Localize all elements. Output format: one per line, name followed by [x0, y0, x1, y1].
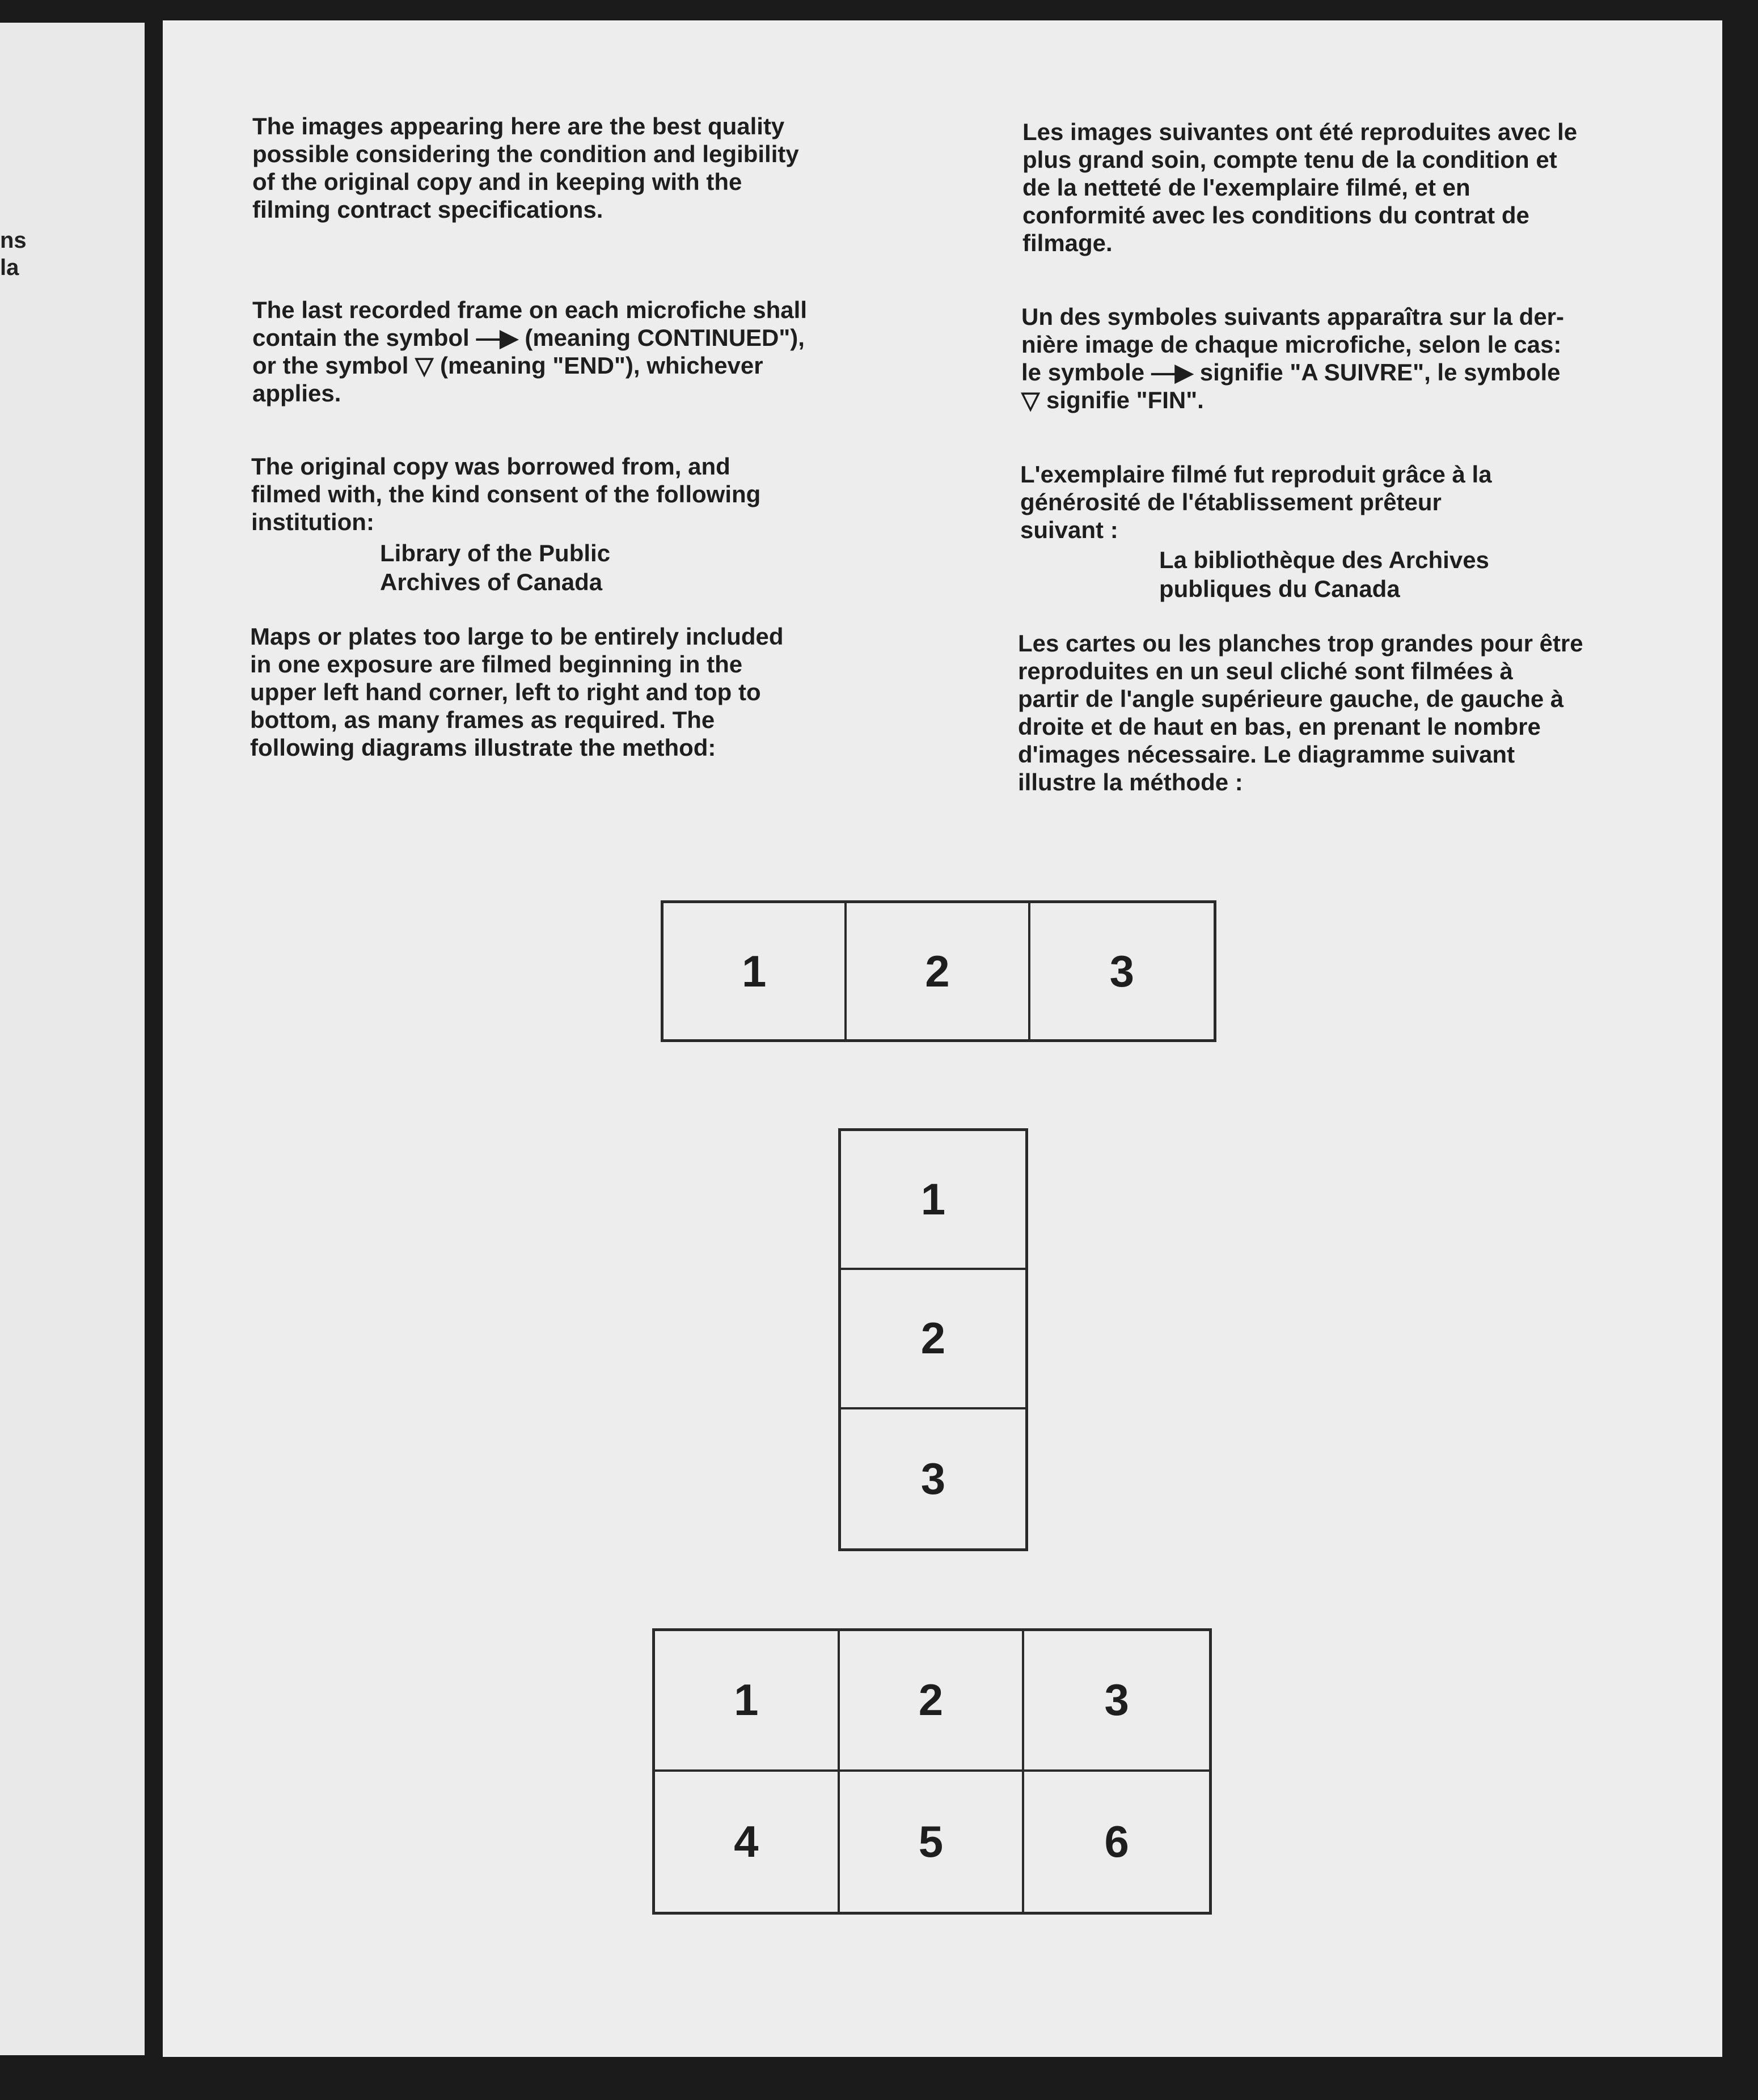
french-symbol-paragraph: Un des symboles suivants apparaîtra sur la der- nière image de chaque microfiche, selon le cas: le symbole —▶ signifie "A SUIVRE", le symbole ▽ signifie "FIN".	[1021, 303, 1565, 413]
diagram-vertical-three-frames	[838, 1128, 1028, 1551]
english-institution-name: Library of the Public Archives of Canada	[380, 540, 611, 595]
frame-cell: 1	[664, 903, 847, 1039]
diagram-six-frame-grid	[652, 1628, 1212, 1915]
frame-cell: 1	[655, 1631, 840, 1772]
frame-cell: 3	[1024, 1631, 1209, 1772]
microfiche-notice-page	[163, 20, 1722, 2057]
english-symbol-paragraph: The last recorded frame on each microfiche shall contain the symbol —▶ (meaning CONTINUED"), or the symbol ▽ (meaning "END"), whichever applies.	[252, 297, 807, 407]
french-quality-paragraph: Les images suivantes ont été reproduites avec le plus grand soin, compte tenu de la condition et de la netteté de l'exemplaire filmé, et en conformité avec les conditions du contrat de filmage.	[1022, 118, 1578, 256]
english-quality-paragraph: The images appearing here are the best quality possible considering the condition and legibility of the original copy and in keeping with the filming contract specifications.	[252, 113, 799, 223]
frame-cell: 2	[840, 1631, 1025, 1772]
frame-cell: 4	[655, 1772, 840, 1912]
previous-page-strip	[0, 23, 145, 2055]
previous-page-fragment-2: la	[0, 255, 19, 280]
diagram-horizontal-three-frames	[661, 900, 1216, 1042]
frame-cell: 6	[1104, 1816, 1129, 1866]
frame-cell: 1	[841, 1131, 1025, 1270]
previous-page-fragment-1: ns	[0, 228, 27, 253]
frame-cell: 2	[847, 903, 1030, 1039]
english-maps-paragraph: Maps or plates too large to be entirely included in one exposure are filmed beginning in the upper left hand corner, left to right and top to bottom, as many frames as required. The following diagrams illustrate the method:	[250, 623, 784, 761]
frame-cell: 3	[1109, 946, 1135, 996]
french-maps-paragraph: Les cartes ou les planches trop grandes pour être reproduites en un seul cliché sont filmées à partir de l'angle supérieure gauche, de gauche à droite et de haut en bas, en prenant le nombre d'images nécessaire. Le diagramme suivant illustre la méthode :	[1018, 630, 1583, 795]
frame-cell: 3	[920, 1453, 946, 1504]
english-borrowed-paragraph: The original copy was borrowed from, and filmed with, the kind consent of the following institution:	[251, 453, 761, 535]
frame-cell: 5	[840, 1772, 1025, 1912]
french-institution-name: La bibliothèque des Archives publiques du Canada	[1159, 547, 1489, 602]
french-borrowed-paragraph: L'exemplaire filmé fut reproduit grâce à la générosité de l'établissement prêteur suivant :	[1020, 461, 1492, 543]
frame-cell: 2	[841, 1270, 1025, 1409]
